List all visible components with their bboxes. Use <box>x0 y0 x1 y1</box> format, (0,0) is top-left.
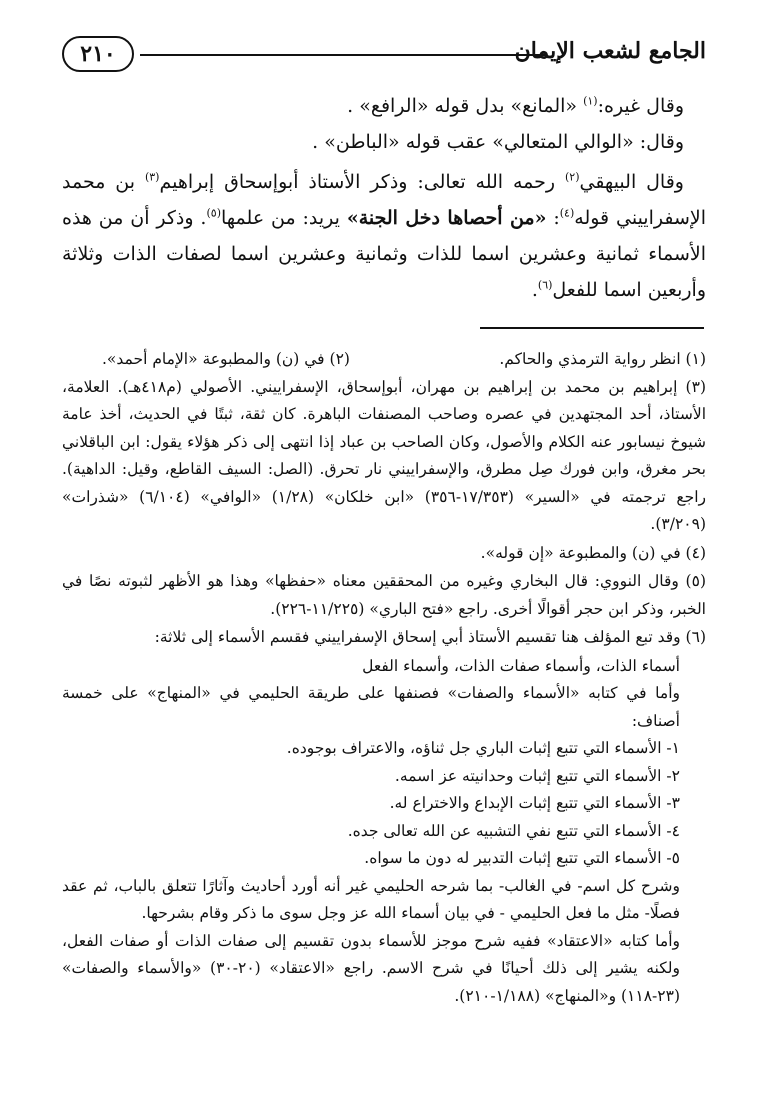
footnote-2: (٢) في (ن) والمطبوعة «الإمام أحمد». <box>102 350 350 368</box>
text-span: «المانع» بدل قوله «الرافع» . <box>347 95 584 117</box>
footnote-row-1-2 <box>62 346 706 374</box>
list-item: ٢- الأسماء التي تتبع إثبات وحدانيته عز اسمه. <box>394 766 680 785</box>
list-item: ٤- الأسماء التي تتبع نفي التشبيه عن الله تعالى جده. <box>347 821 680 840</box>
paragraph-1 <box>62 88 706 124</box>
footnote-ref[interactable]: (٢) <box>564 170 580 184</box>
list-item: ١- الأسماء التي تتبع إثبات الباري جل ثناؤه، والاعتراف بوجوده. <box>286 739 680 757</box>
book-title: الجامع لشعب الإيمان <box>514 38 706 64</box>
footnote-6-para-3: وأما كتابه «الاعتقاد» ففيه شرح موجز للأسماء بدون تقسيم إلى صفات الذات أو صفات الفعل، ولكنه يشير إلى ذلك أحيانًا في شرح الاسم. راجع «الاعتقاد» (٢٠-٣٠) «والأسماء والصفات» (٢٣-١١٨) و«المنهاج» (١/١٨٨-٢١٠). <box>62 931 681 1005</box>
list-item: ٥- الأسماء التي تتبع إثبات التدبير له دون ما سواه. <box>364 849 680 867</box>
text-span: : <box>546 207 560 229</box>
footnote-ref[interactable]: (٦) <box>537 278 553 292</box>
paragraph-2: وقال: «الوالي المتعالي» عقب قوله «الباطن» . <box>312 131 684 153</box>
text-span: رحمه الله تعالى: وذكر الأستاذ أبوإسحاق إبراهيم <box>159 171 565 193</box>
text-span: يريد: من علمها <box>221 207 347 229</box>
footnote-1: (١) انظر رواية الترمذي والحاكم. <box>499 350 706 368</box>
footnote-ref[interactable]: (١) <box>583 94 598 108</box>
hadith-quote: «من أحصاها دخل الجنة» <box>346 207 547 229</box>
text-span: وقال البيهقي <box>579 171 684 193</box>
footnote-3: (٣) إبراهيم بن محمد بن إبراهيم بن مهران، أبوإسحاق، الإسفراييني. الأصولي (م٤١٨هـ). العلامة، الأستاذ، أحد المجتهدين في عصره وصاحب المصنفات الباهرة. كان ثقة، ثبتًا في الحديث، أخذ عامة شيوخ نيسابور عنه الكلام والأصول، وكان الصاحب بن عباد إذا انتهى إلى ذكر هؤلاء يقول: ابن الباقلاني بحر مغرق، وابن فورك صِل مطرق، والإسفراييني نار تحرق. (الصل: السيف القاطع، وقيل: الداهية). راجع ترجمته في «السير» (١٧/٣٥٣-٣٥٦) «ابن خلكان» (١/٢٨) «الوافي» (٦/١٠٤) «شذرات» (٣/٢٠٩). <box>62 377 707 533</box>
footnote-4: (٤) في (ن) والمطبوعة «إن قوله». <box>480 543 706 562</box>
text-span: بن محمد الإسفراييني قوله <box>62 171 706 229</box>
footnote-6-types: أسماء الذات، وأسماء صفات الذات، وأسماء الفعل <box>362 656 680 675</box>
text-span: . وذكر أن من هذه الأسماء ثمانية وعشرين اسما للذات وثمانية وعشرين اسما لصفات الذات وثلاثة وأربعين اسما للفعل <box>62 207 706 301</box>
footnote-ref[interactable]: (٥) <box>206 206 221 220</box>
paragraph-3 <box>62 164 706 308</box>
footnote-separator <box>480 327 704 329</box>
header-rule <box>140 54 546 56</box>
footnote-ref[interactable]: (٤) <box>559 206 575 220</box>
footnote-5: (٥) وقال النووي: قال البخاري وغيره من المحققين معناه «حفظها» وهذا هو الأظهر لثبوته نصًا في الخبر، وذكر ابن حجر أقوالًا أخرى. راجع «فتح الباري» (١١/٢٢٥-٢٢٦). <box>62 572 706 618</box>
text-span: . <box>531 279 538 301</box>
footnote-6-intro: وأما في كتابه «الأسماء والصفات» فصنفها على طريقة الحليمي في «المنهاج» على خمسة أصناف: <box>62 684 680 730</box>
page-header <box>62 34 706 76</box>
footnote-6-para-2: وشرح كل اسم- في الغالب- بما شرحه الحليمي غير أنه أورد أحاديث وآثارًا تتعلق بالباب، ثم عقد فصلًا- مثل ما فعل الحليمي - في بيان أسماء الله عز وجل سوى ما ذكر وقام بشرحها. <box>62 876 680 922</box>
list-item: ٣- الأسماء التي تتبع إثبات الإبداع والاختراع له. <box>389 794 680 812</box>
main-text <box>62 88 706 308</box>
text-span: وقال غيره: <box>597 95 684 117</box>
page-number: ٢١٠ <box>62 36 134 72</box>
footnote-ref[interactable]: (٣) <box>144 170 160 184</box>
footnote-6: (٦) وقد تبع المؤلف هنا تقسيم الأستاذ أبي إسحاق الإسفراييني فقسم الأسماء إلى ثلاثة: <box>154 628 706 646</box>
footnotes <box>62 346 706 1010</box>
